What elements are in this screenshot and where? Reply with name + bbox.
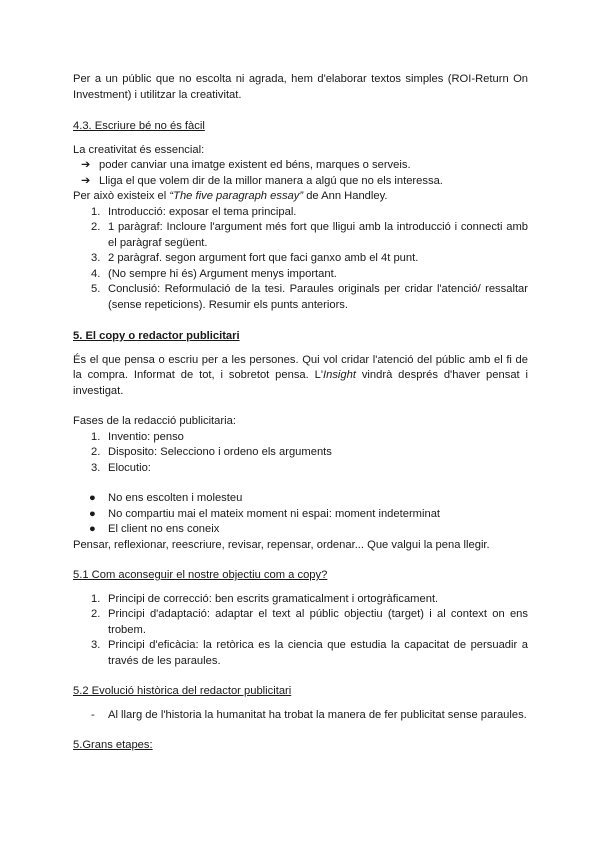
essay-line: Per això existeix el “The five paragraph essay” de Ann Handley. <box>73 190 388 202</box>
section-grans-etapes-heading: 5.Grans etapes: <box>73 739 153 751</box>
dash-list <box>73 708 528 724</box>
bullet-icon: ● <box>89 523 96 535</box>
arrow-icon: ➔ <box>81 159 91 171</box>
essay-steps-list <box>73 205 528 314</box>
list-item: 3. 2 paràgraf. segon argument fort que faci ganxo amb el 4t punt. <box>91 252 419 264</box>
bullet-icon: ● <box>89 492 96 504</box>
list-item: 1. Inventio: penso <box>91 430 184 443</box>
arrow-icon: ➔ <box>81 174 91 187</box>
list-item: 1. Introducció: exposar el tema principal. <box>91 205 297 218</box>
creativity-lead: La creativitat és essencial: <box>73 143 205 156</box>
phases-list <box>73 430 528 477</box>
section-5-2-heading: 5.2 Evolució històrica del redactor publicitari <box>73 685 292 697</box>
list-item: 2. Principi d'adaptació: adaptar el text al públic objectiu (target) i al context on ens trobem. <box>91 608 528 636</box>
list-item: ● El client no ens coneix <box>73 522 528 538</box>
list-item: 3. Principi d'eficàcia: la retòrica es la ciencia que estudia la capacitat de persuadir a través de les paraules. <box>91 639 528 667</box>
section-4-3-heading: 4.3. Escriure bé no és fàcil <box>73 120 205 132</box>
list-item: 3. Elocutio: <box>91 461 151 474</box>
list-item: 2. Disposito: Selecciono i ordeno els arguments <box>91 446 332 458</box>
list-item: 2. 1 paràgraf: Incloure l'argument més fort que lligui amb la introducció i connecti amb el paràgraf següent. <box>91 221 528 249</box>
section-5-1-heading: 5.1 Com aconseguir el nostre objectiu com a copy? <box>73 569 328 581</box>
bullet-list <box>73 491 528 538</box>
list-item: ● No ens escolten i molesteu <box>73 491 528 507</box>
copy-definition-paragraph: És el que pensa o escriu per a les persones. Qui vol cridar l'atenció del públic amb el fi de la compra. Informat de tot, i sobretot pensa. L'Insight vindrà després d'haver pensat i investigat. <box>73 353 529 397</box>
essay-title: “The five paragraph essay” <box>169 190 304 202</box>
section-5-heading: 5. El copy o redactor publicitari <box>73 330 240 342</box>
closing-line: Pensar, reflexionar, reescriure, revisar, repensar, ordenar... Que valgui la pena llegir. <box>73 538 490 551</box>
document-page <box>73 72 528 754</box>
arrow-list <box>73 158 528 189</box>
list-item: ● No compartiu mai el mateix moment ni espai: moment indeterminat <box>73 507 528 523</box>
bullet-icon: ● <box>89 507 96 520</box>
list-item: - Al llarg de l'historia la humanitat ha trobat la manera de fer publicitat sense paraules. <box>73 708 528 724</box>
list-item: 1. Principi de correcció: ben escrits gramaticalment i ortogràficament. <box>91 592 439 605</box>
insight-term: Insight <box>322 369 356 381</box>
list-item: ➔ Lliga el que volem dir de la millor manera a algú que no els interessa. <box>73 174 528 190</box>
dash-icon: - <box>91 708 95 721</box>
principles-list <box>73 592 528 670</box>
list-item: 4. (No sempre hi és) Argument menys important. <box>91 267 337 280</box>
list-item: 5. Conclusió: Reformulació de la tesi. Paraules originals per cridar l'atenció/ ressaltar (sense repeticions). Resumir els punts anteriors. <box>91 283 528 311</box>
intro-paragraph: Per a un públic que no escolta ni agrada, hem d'elaborar textos simples (ROI-Return On Investment) i utilitzar la creativitat. <box>73 73 528 101</box>
list-item: ➔ poder canviar una imatge existent ed béns, marques o serveis. <box>73 158 528 174</box>
phases-lead: Fases de la redacció publicitaria: <box>73 415 236 427</box>
